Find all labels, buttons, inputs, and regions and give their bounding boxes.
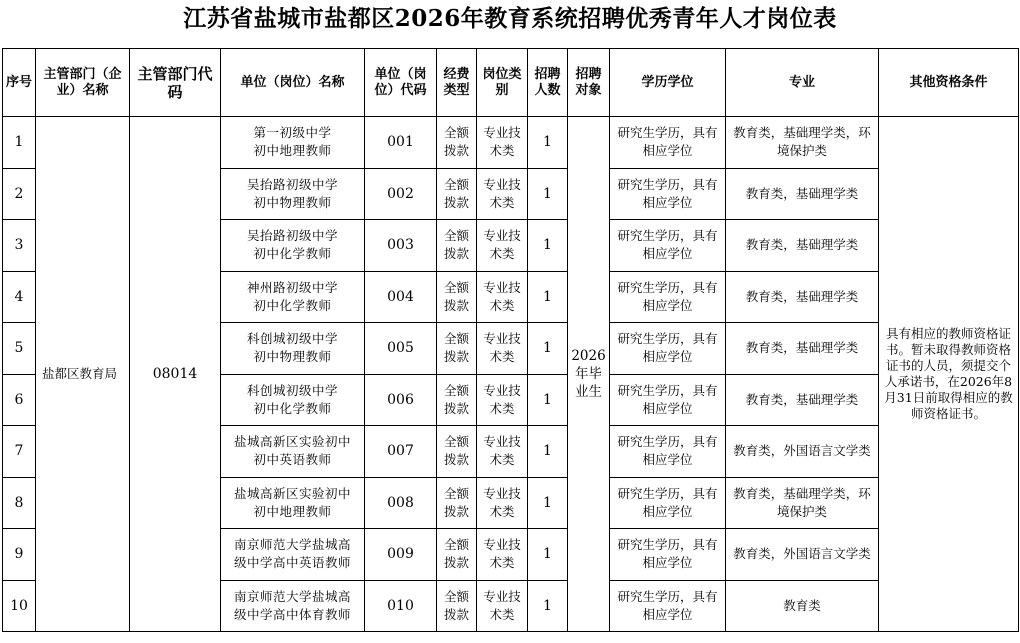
education-requirement: 研究生学历，具有相应学位 [610, 529, 726, 581]
header-post-type: 岗位类别 [477, 49, 528, 117]
unit-name [221, 168, 365, 220]
header-unit-code: 单位（岗位）代码 [365, 49, 437, 117]
unit-name-line2: 初中化学教师 [253, 246, 332, 262]
other-qualifications: 具有相应的教师资格证书。暂未取得教师资格证书的人员，须提交个人承诺书，在2026年8月31日前取得相应的教师资格证书。 [879, 117, 1019, 632]
major-requirement: 教育类，基础理学类 [726, 374, 879, 426]
table-row [3, 117, 1019, 169]
major-requirement: 教育类，基础理学类 [726, 168, 879, 220]
header-education: 学历学位 [610, 49, 726, 117]
unit-name-line1: 神州路初级中学 [246, 279, 338, 295]
major-requirement: 教育类，基础理学类 [726, 323, 879, 375]
major-requirement: 教育类 [726, 580, 879, 632]
row-seq: 1 [3, 117, 36, 169]
unit-name [221, 477, 365, 529]
unit-name-line2: 初中物理教师 [253, 349, 332, 365]
row-seq: 3 [3, 220, 36, 272]
header-other: 其他资格条件 [879, 49, 1019, 117]
unit-code: 004 [365, 271, 437, 323]
unit-name [221, 529, 365, 581]
hire-count: 1 [528, 374, 568, 426]
unit-name-line2: 级中学高中英语教师 [233, 555, 351, 571]
hire-target: 2026年毕业生 [568, 117, 610, 632]
unit-code: 008 [365, 477, 437, 529]
major-requirement: 教育类，基础理学类，环境保护类 [726, 117, 879, 169]
unit-name-line1: 吴抬路初级中学 [246, 176, 338, 192]
hire-count: 1 [528, 323, 568, 375]
funding-type: 全额拨款 [437, 271, 477, 323]
education-requirement: 研究生学历，具有相应学位 [610, 323, 726, 375]
post-type: 专业技术类 [477, 374, 528, 426]
header-row [3, 49, 1019, 117]
unit-code: 010 [365, 580, 437, 632]
header-dept-code: 主管部门代码 [130, 49, 221, 117]
unit-name-line1: 南京师范大学盐城高 [233, 588, 351, 604]
post-type: 专业技术类 [477, 271, 528, 323]
header-funding: 经费类型 [437, 49, 477, 117]
post-type: 专业技术类 [477, 529, 528, 581]
unit-name-line2: 初中化学教师 [253, 297, 332, 313]
hire-count: 1 [528, 580, 568, 632]
funding-type: 全额拨款 [437, 529, 477, 581]
education-requirement: 研究生学历，具有相应学位 [610, 426, 726, 478]
unit-name-line2: 初中地理教师 [253, 143, 332, 159]
row-seq: 2 [3, 168, 36, 220]
education-requirement: 研究生学历，具有相应学位 [610, 168, 726, 220]
row-seq: 9 [3, 529, 36, 581]
post-type: 专业技术类 [477, 117, 528, 169]
unit-name-line2: 初中物理教师 [253, 194, 332, 210]
unit-code: 001 [365, 117, 437, 169]
funding-type: 全额拨款 [437, 580, 477, 632]
header-target: 招聘对象 [568, 49, 610, 117]
header-major: 专业 [726, 49, 879, 117]
education-requirement: 研究生学历，具有相应学位 [610, 117, 726, 169]
unit-code: 003 [365, 220, 437, 272]
dept-code: 08014 [130, 117, 221, 632]
funding-type: 全额拨款 [437, 477, 477, 529]
funding-type: 全额拨款 [437, 426, 477, 478]
unit-name-line2: 初中英语教师 [253, 452, 332, 468]
education-requirement: 研究生学历，具有相应学位 [610, 580, 726, 632]
unit-name-line2: 初中化学教师 [253, 400, 332, 416]
unit-name [221, 220, 365, 272]
post-type: 专业技术类 [477, 477, 528, 529]
major-requirement: 教育类，基础理学类 [726, 220, 879, 272]
funding-type: 全额拨款 [437, 374, 477, 426]
education-requirement: 研究生学历，具有相应学位 [610, 374, 726, 426]
unit-name-line2: 初中地理教师 [253, 503, 332, 519]
hire-count: 1 [528, 168, 568, 220]
hire-count: 1 [528, 271, 568, 323]
header-seq: 序号 [3, 49, 36, 117]
row-seq: 7 [3, 426, 36, 478]
post-type: 专业技术类 [477, 580, 528, 632]
unit-name-line1: 盐城高新区实验初中 [233, 434, 351, 450]
row-seq: 4 [3, 271, 36, 323]
funding-type: 全额拨款 [437, 117, 477, 169]
dept-name: 盐都区教育局 [36, 117, 130, 632]
post-type: 专业技术类 [477, 426, 528, 478]
unit-code: 007 [365, 426, 437, 478]
major-requirement: 教育类，外国语言文学类 [726, 529, 879, 581]
funding-type: 全额拨款 [437, 220, 477, 272]
positions-table [2, 48, 1019, 632]
major-requirement: 教育类，基础理学类，环境保护类 [726, 477, 879, 529]
major-requirement: 教育类，外国语言文学类 [726, 426, 879, 478]
unit-name-line1: 第一初级中学 [253, 125, 332, 141]
hire-count: 1 [528, 220, 568, 272]
unit-name-line2: 级中学高中体育教师 [233, 606, 351, 622]
unit-code: 005 [365, 323, 437, 375]
hire-count: 1 [528, 426, 568, 478]
unit-name-line1: 科创城初级中学 [246, 382, 338, 398]
header-dept: 主管部门（企业）名称 [36, 49, 130, 117]
unit-name [221, 580, 365, 632]
table-body [3, 117, 1019, 632]
row-seq: 5 [3, 323, 36, 375]
row-seq: 8 [3, 477, 36, 529]
unit-name-line1: 科创城初级中学 [246, 331, 338, 347]
post-type: 专业技术类 [477, 220, 528, 272]
funding-type: 全额拨款 [437, 323, 477, 375]
hire-count: 1 [528, 529, 568, 581]
education-requirement: 研究生学历，具有相应学位 [610, 477, 726, 529]
education-requirement: 研究生学历，具有相应学位 [610, 271, 726, 323]
unit-name [221, 323, 365, 375]
education-requirement: 研究生学历，具有相应学位 [610, 220, 726, 272]
unit-code: 006 [365, 374, 437, 426]
unit-name [221, 426, 365, 478]
unit-name [221, 374, 365, 426]
unit-code: 009 [365, 529, 437, 581]
row-seq: 6 [3, 374, 36, 426]
unit-code: 002 [365, 168, 437, 220]
unit-name-line1: 吴抬路初级中学 [246, 228, 338, 244]
major-requirement: 教育类，基础理学类 [726, 271, 879, 323]
page-title: 江苏省盐城市盐都区2026年教育系统招聘优秀青年人才岗位表 [183, 5, 837, 32]
unit-name-line1: 盐城高新区实验初中 [233, 485, 351, 501]
unit-name [221, 271, 365, 323]
funding-type: 全额拨款 [437, 168, 477, 220]
unit-name-line1: 南京师范大学盐城高 [233, 537, 351, 553]
header-unit: 单位（岗位）名称 [221, 49, 365, 117]
hire-count: 1 [528, 477, 568, 529]
post-type: 专业技术类 [477, 168, 528, 220]
row-seq: 10 [3, 580, 36, 632]
post-type: 专业技术类 [477, 323, 528, 375]
header-count: 招聘人数 [528, 49, 568, 117]
hire-count: 1 [528, 117, 568, 169]
unit-name [221, 117, 365, 169]
